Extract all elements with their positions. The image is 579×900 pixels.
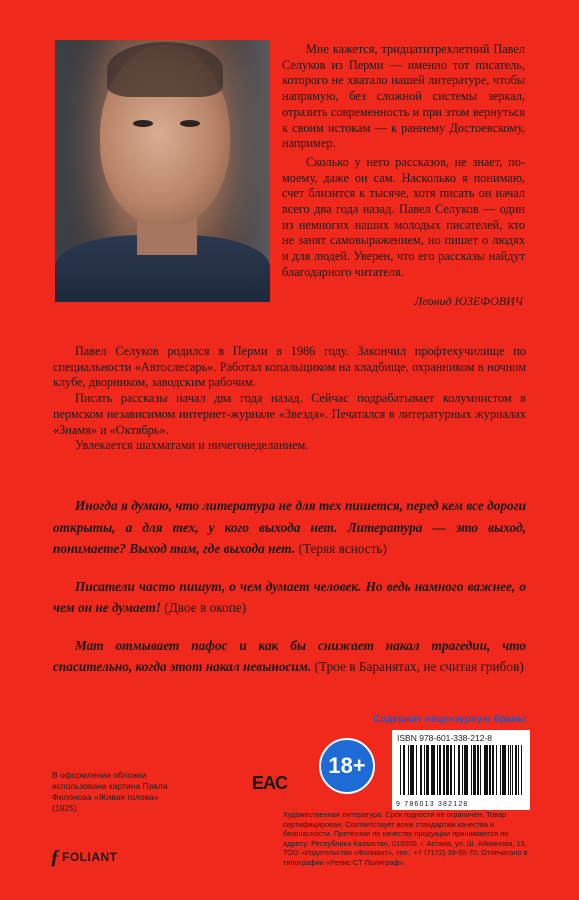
quote-text: Писатели часто пишут, о чем думает человек. Но ведь намного важнее, о чем он не думает!	[53, 578, 526, 615]
barcode-bar	[515, 745, 516, 795]
quote-paragraph: Мне кажется, тридцатитрехлетний Павел Селуков из Перми — именно тот писатель, которого не хватало нашей литературе, чтобы напрямую, без сложной системы зеркал, отразить современность и при этом вернуться к своим истокам — к раннему Достоевскому, например.	[282, 42, 525, 151]
barcode-bar	[475, 745, 476, 795]
quote-text: Иногда я думаю, что литература не для тех пишется, перед кем все дороги открыты, а для тех, у кого выхода нет. Литература — это выход, понимаете? Выход там, где выхода нет.	[53, 498, 526, 556]
barcode-bar	[434, 745, 435, 795]
barcode-bar	[493, 745, 494, 795]
barcode-bar	[508, 745, 509, 795]
barcode-bar	[518, 745, 519, 795]
book-quotes	[53, 495, 526, 694]
quote-paragraph: Сколько у него рассказов, не знает, по-моему, даже он сам. Насколько я понимаю, счет близится к тысяче, хотя писать он начал всего два года назад. Павел Селуков — один из немногих наших молодых писателей, кто не занят самовыражением, но пишет о людях и для людей. Уверен, что его рассказы найдут благодарного читателя.	[282, 154, 525, 279]
quote-signature: Леонид ЮЗЕФОВИЧ	[414, 294, 523, 308]
barcode-bar	[471, 745, 472, 795]
barcode-bar	[462, 745, 463, 795]
book-quote	[53, 495, 526, 560]
quote-source: (Двое в окопе)	[164, 600, 247, 615]
eac-certification-mark: EAC	[252, 773, 288, 793]
isbn-barcode	[392, 730, 530, 810]
barcode-bar	[521, 745, 522, 795]
barcode-digits: 9 786013 382128	[396, 801, 469, 808]
quote-source: (Теряя ясность)	[298, 541, 387, 556]
quote-text: Мат отмывает пафос и как бы снижает накал трагедии, что спасительно, когда этот накал невыносим.	[53, 637, 526, 674]
barcode-bar	[477, 745, 478, 795]
barcode-bar	[480, 745, 481, 795]
barcode-bar	[512, 745, 513, 795]
author-photo	[55, 40, 270, 302]
publisher-logo	[50, 846, 118, 868]
author-quote	[282, 42, 525, 281]
barcode-bar	[437, 745, 438, 795]
cover-art-note: В оформлении обложки использована картина Павла Филонова «Живая голова» (1925).	[52, 770, 168, 813]
barcode-bar	[451, 745, 452, 795]
barcode-bar	[454, 745, 455, 795]
barcode-bar	[421, 745, 422, 795]
bio-paragraph: Писать рассказы начал два года назад. Сейчас подрабатывает колумнистом в пермском независимом интернет-журнале «Звезда». Печатался в литературных журналах «Знамя» и «Октябрь».	[53, 391, 526, 437]
barcode-bar	[505, 745, 506, 795]
bio-paragraph: Павел Селуков родился в Перми в 1986 году. Закончил профтехучилище по специальности «Автослесарь». Работал копальщиком на кладбище, охранником в ночном клубе, дворником, заводским рабочим.	[53, 344, 526, 390]
barcode-bar	[459, 745, 460, 795]
barcode-bar	[447, 745, 448, 795]
barcode-bar	[467, 745, 468, 795]
barcode-bar	[408, 745, 409, 795]
barcode-bar	[413, 745, 414, 795]
barcode-bar	[439, 745, 440, 795]
bio-paragraph: Увлекается шахматами и ничегонеделанием.	[75, 438, 309, 453]
legal-text: Художественная литература. Срок годности не ограничен. Товар сертифицирован. Соответствует всем стандартам качества и безопасности. Претензии по качеству продукции принимаются по адресу: Республика Казахстан, 010000, г. Астана, ул. Ш. Айманова, 13, ТОО «Издательство «Фолиант», тел.: +7 (7172) 39-60-70. Отпечатано в типографии «Репис-СТ Полиграф».	[283, 810, 528, 867]
barcode-icon	[400, 745, 522, 795]
barcode-bar	[500, 745, 501, 795]
barcode-bar	[443, 745, 444, 795]
book-quote	[53, 635, 526, 678]
barcode-bar	[428, 745, 429, 795]
barcode-bar	[400, 745, 401, 795]
barcode-bar	[489, 745, 490, 795]
barcode-bar	[487, 745, 488, 795]
book-quote	[53, 576, 526, 619]
profanity-warning: Содержит нецензурную брань!	[373, 714, 527, 725]
barcode-bar	[416, 745, 417, 795]
quote-source: (Трое в Баранятах, не считая грибов)	[314, 659, 524, 674]
publisher-name: FOLIANT	[62, 850, 118, 864]
barcode-bar	[496, 745, 497, 795]
age-rating-badge: 18+	[319, 738, 375, 794]
barcode-bar	[424, 745, 425, 795]
isbn-text: ISBN 978-601-338-212-8	[397, 733, 492, 743]
barcode-bar	[404, 745, 405, 795]
publisher-logo-icon: ƒ	[50, 845, 60, 868]
author-bio	[53, 344, 526, 454]
